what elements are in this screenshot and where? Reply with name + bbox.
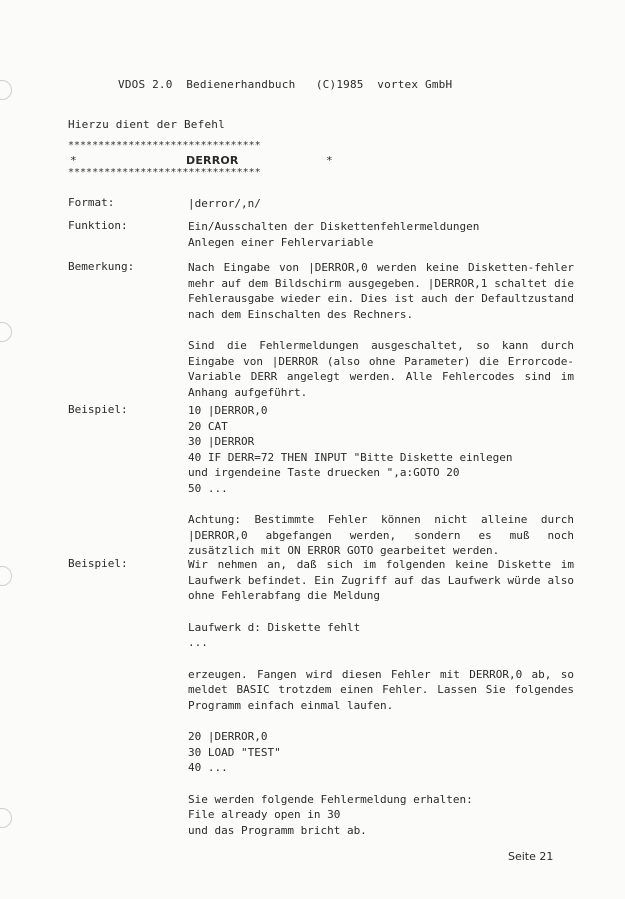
command-name: DERROR <box>186 154 239 167</box>
bemerkung-text <box>188 260 574 400</box>
bemerkung-para-1: Nach Eingabe von |DERROR,0 werden keine Disketten-fehler mehr auf dem Bildschirm ausgegeben. |DERROR,1 schaltet die Fehlerausgabe wieder ein. Dies ist auch der Defaultzustand nach dem Einschalten des Rechners. <box>188 261 574 321</box>
outro-line: und das Programm bricht ab. <box>188 823 367 837</box>
beispiel-1-text <box>188 403 574 559</box>
code-line: 30 LOAD "TEST" <box>188 745 281 759</box>
beispiel-2-label: Beispiel: <box>68 557 128 570</box>
beispiel-2-para-2: erzeugen. Fangen wird diesen Fehler mit DERROR,0 ab, so meldet BASIC trotzdem einen Fehler. Lassen Sie folgendes Programm einfach einmal laufen. <box>188 667 574 712</box>
code-line: 40 ... <box>188 761 228 774</box>
code-line: 50 ... <box>188 481 228 495</box>
punch-hole <box>0 808 12 828</box>
format-text <box>188 196 574 212</box>
funktion-text <box>188 219 574 250</box>
beispiel-2-para-1: Wir nehmen an, daß sich im folgenden keine Diskette im Laufwerk befindet. Ein Zugriff auf das Laufwerk würde also ohne Fehlerabfang die Meldung <box>188 558 574 602</box>
intro-text: Hierzu dient der Befehl <box>68 118 225 131</box>
page-number: Seite 21 <box>508 850 554 863</box>
code-line: 20 |DERROR,0 <box>188 730 268 743</box>
outro-line: File already open in 30 <box>188 808 341 821</box>
outro-line: Sie werden folgende Fehlermeldung erhalten: <box>188 792 473 806</box>
code-line: 30 |DERROR <box>188 435 255 448</box>
box-bullet-left: * <box>70 154 77 167</box>
punch-hole <box>0 322 12 342</box>
format-syntax: |derror/,n/ <box>188 197 261 210</box>
funktion-label: Funktion: <box>68 219 128 232</box>
box-bullet-right: * <box>326 154 333 167</box>
stars-top: ******************************** <box>68 140 261 151</box>
code-line: 20 CAT <box>188 419 228 433</box>
punch-hole <box>0 566 12 586</box>
message-line: ... <box>188 636 208 649</box>
punch-hole <box>0 80 12 100</box>
code-line: 40 IF DERR=72 THEN INPUT "Bitte Diskette einlegen <box>188 450 513 464</box>
stars-bottom: ******************************** <box>68 167 261 178</box>
achtung-note: Achtung: Bestimmte Fehler können nicht alleine durch |DERROR,0 abgefangen werden, sondern es muß noch zusätzlich mit ON ERROR GOTO gearbeitet werden. <box>188 513 574 557</box>
code-line: 10 |DERROR,0 <box>188 404 268 417</box>
funktion-line: Anlegen einer Fehlervariable <box>188 235 374 249</box>
beispiel-2-text <box>188 557 574 838</box>
beispiel-1-label: Beispiel: <box>68 403 128 416</box>
message-line: Laufwerk d: Diskette fehlt <box>188 620 361 634</box>
bemerkung-label: Bemerkung: <box>68 260 135 273</box>
page-header: VDOS 2.0 Bedienerhandbuch (C)1985 vortex GmbH <box>118 78 453 91</box>
bemerkung-para-2: Sind die Fehlermeldungen ausgeschaltet, so kann durch Eingabe von |DERROR (also ohne Parameter) die Errorcode-Variable DERR angelegt werden. Alle Fehlercodes sind im Anhang aufgeführt. <box>188 339 574 399</box>
funktion-line: Ein/Ausschalten der Diskettenfehlermeldungen <box>188 220 480 233</box>
format-label: Format: <box>68 196 115 209</box>
code-line: und irgendeine Taste druecken ",a:GOTO 20 <box>188 466 460 479</box>
